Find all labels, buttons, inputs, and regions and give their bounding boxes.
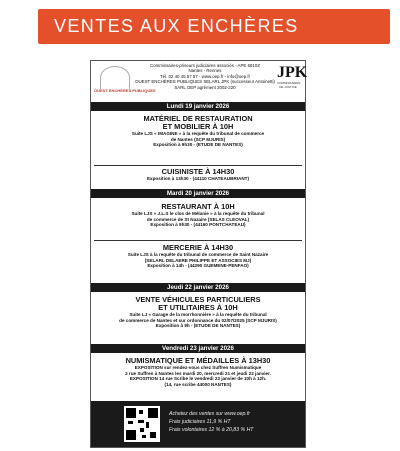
sale-detail: Exposition à 9h30 - (44160 PONTCHATEAU) [150,222,246,228]
divider [94,165,302,166]
firm-line: Nantes - Rennes [188,68,222,74]
jpk-logo-sub: COMMISSAIRES DE JUSTICE [277,81,301,89]
sale-detail: Suite LJS « J.L.S le clos de Mélanie » à la requête du tribunal [131,211,265,217]
sale-block [91,296,305,329]
sale-title: MATÉRIEL DE RESTAURATION [143,114,253,123]
oep-logo [94,64,156,94]
oep-logo-text: OUEST ENCHÈRES PUBLIQUES [94,88,156,93]
hammer-arc-icon [100,66,130,89]
day-header: Mardi 20 janvier 2026 [91,189,305,198]
footer-text [169,410,297,434]
sale-detail: Suite LJS à la requête du tribunal de commerce de Saint Nazaire [127,252,269,258]
sale-block [91,203,305,228]
sale-title: NUMISMATIQUE ET MÉDAILLES À 13H30 [125,356,271,365]
advert-header [91,61,308,100]
sale-title: MERCERIE À 14H30 [162,243,234,252]
day-header: Jeudi 22 janvier 2026 [91,283,305,292]
sale-title: ET UTILITAIRES À 10H [158,303,238,313]
qr-code-icon [124,406,160,442]
divider [94,240,302,241]
sale-title: VENTE VÉHICULES PARTICULIERS [135,295,261,304]
banner [38,9,390,44]
firm-details [135,63,275,90]
footer-line: Frais volontaires 12 % à 20,83 % HT [169,427,254,433]
sale-detail: de commerce de Nantes et sur ordonnance du 02/07/2025 (SCP MJURIS) [119,317,277,323]
sale-detail: (14, rue scribe 44000 NANTES) [164,381,232,387]
footer-line: Achetez des ventes sur www.oep.fr [169,411,251,417]
sale-title: ET MOBILIER À 10H [162,122,234,132]
sale-detail: Exposition à 13h30 - (44110 CHATEAUBRIANT) [146,176,250,182]
sale-detail: 2 rue Suffren à Nantes les mardi 20, mercredi 21 et jeudi 22 janvier. [125,370,271,376]
sale-block [91,115,305,148]
sale-detail: Exposition à 9h - (ETUDE DE NANTES) [155,323,241,329]
sale-block [91,357,305,387]
sale-detail: de Nantes (SCP MJURIS) [170,136,226,142]
sale-title: RESTAURANT À 10H [161,202,235,211]
advert-footer [91,401,305,447]
firm-line: Tél. 02 40 45 57 57 - www.oep.fr - info@oep.fr [159,73,251,79]
sale-title: CUISINISTE À 14H30 [161,167,235,176]
firm-line: Commissaires-priseurs judiciaires associés - APE 6910Z [149,63,261,68]
jpk-logo-mark: JPK [277,64,308,81]
sale-detail: (SELARL DELAERE PHILIPPE ET ASSOCIES MJ) [144,257,252,263]
jpk-logo [277,64,308,93]
auction-advert [90,60,306,448]
page-title: VENTES AUX ENCHÈRES [54,16,299,36]
sale-detail: Suite LJ « Garage de la morrhonnière » à la requête du tribunal [129,312,267,318]
footer-line: Frais judiciaires 11,9 % HT [169,419,231,425]
firm-line: SARL OEP agrément 2002-220 [174,84,236,90]
sale-block [91,168,305,182]
sale-detail: EXPOSITION 14 rue Scribe le vendredi 23 janvier de 10h à 12h. [129,376,267,382]
day-header: Vendredi 23 janvier 2026 [91,344,305,353]
sale-detail: Exposition à 9h30 - (ETUDE DE NANTES) [153,142,243,148]
sale-detail: Suite LJS « IMAGINE » à la requête du tribunal de commerce [131,131,265,137]
day-header: Lundi 19 janvier 2026 [91,102,305,111]
sale-detail: Exposition à 14h - (44290 GUEMENE-PENFAO) [147,263,249,269]
sale-block [91,244,305,269]
sale-detail: EXPOSITION sur rendez-vous chez Suffren Numismatique [134,365,262,371]
firm-line: OUEST ENCHÈRES PUBLIQUES SELARL JPK (successeur Antoinetti) [135,79,275,85]
sale-detail: de commerce de St Nazaire (SELAS CLEOVAL) [146,216,250,222]
